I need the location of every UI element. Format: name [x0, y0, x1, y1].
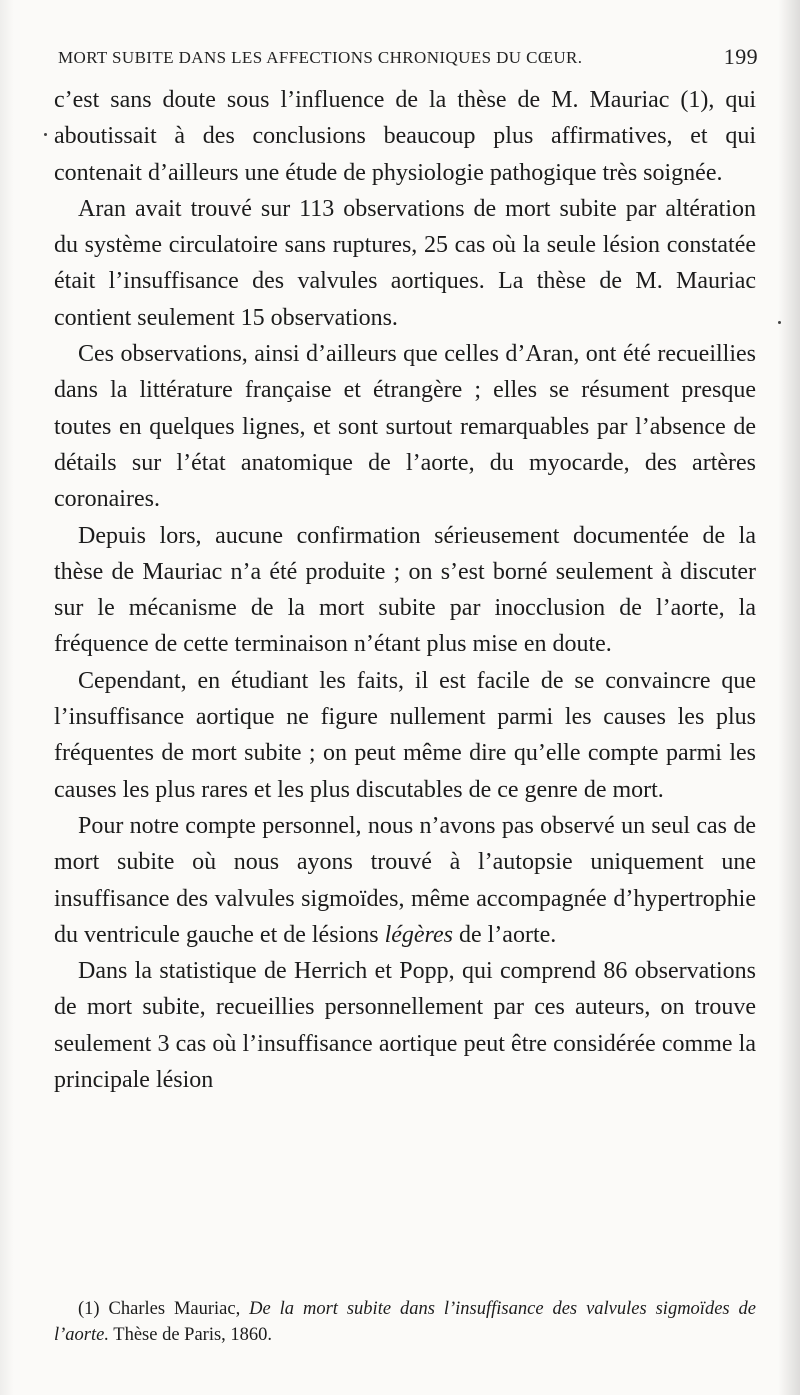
- footnote-author: Charles Mauriac,: [108, 1299, 241, 1319]
- body-text: [54, 82, 756, 1098]
- paragraph-6: [54, 808, 756, 953]
- page-number: 199: [723, 44, 758, 69]
- margin-speck: [44, 133, 47, 136]
- footnote: [54, 1296, 756, 1348]
- paragraph-2: Aran avait trouvé sur 113 observations de mort subite par altération du système circulatoire sans ruptures, 25 cas où la seule lésion constatée était l’insuffisance des valvules aortiques. La thèse de M. Mauriac contient seulement 15 observations.: [54, 195, 756, 331]
- paragraph-1-lead: c’est sans doute sous l’influence de la thèse de M. Mauriac: [54, 87, 681, 113]
- paragraph-1-tail: , qui aboutissait à des conclusions beaucoup plus affirmatives, et qui contenait d’ailleurs une étude de physiologie pathogique très soignée.: [54, 87, 756, 186]
- footnote-text: [54, 1296, 756, 1348]
- running-head: [58, 44, 758, 74]
- paragraph-1: [54, 82, 756, 191]
- footnote-title: De la mort subite dans l’insuffisance des valvules sigmoïdes de l’aorte.: [54, 1299, 757, 1345]
- footnote-marker: (1): [78, 1299, 100, 1319]
- footnote-rest: Thèse de Paris, 1860.: [113, 1325, 273, 1345]
- paragraph-5: Cependant, en étudiant les faits, il est facile de se convaincre que l’insuffisance aortique ne figure nullement parmi les causes les plus fréquentes de mort subite ; on peut même dire qu’elle compte parmi les causes les plus rares et les plus discutables de ce genre de mort.: [54, 667, 756, 803]
- paragraph-6-emphasis: légères: [384, 921, 453, 948]
- page-edge-shadow: [778, 0, 800, 1395]
- footnote-reference: (1): [680, 87, 709, 113]
- page-gutter-shadow: [0, 0, 14, 1395]
- paragraph-6-tail: de l’aorte.: [452, 921, 557, 948]
- paragraph-3: Ces observations, ainsi d’ailleurs que celles d’Aran, ont été recueillies dans la littérature française et étrangère ; elles se résument presque toutes en quelques lignes, et sont surtout remarquables par l’absence de détails sur l’état anatomique de l’aorte, du myocarde, des artères coronaires.: [54, 341, 756, 513]
- paragraph-4: Depuis lors, aucune confirmation sérieusement documentée de la thèse de Mauriac n’a été produite ; on s’est borné seulement à discuter sur le mécanisme de la mort subite par inocclusion de l’aorte, la fréquence de cette terminaison n’étant plus mise en doute.: [54, 522, 756, 658]
- margin-speck: [778, 321, 781, 324]
- paragraph-6-lead: Pour notre compte personnel, nous n’avons pas observé un seul cas de mort subite où nous ayons trouvé à l’autopsie uniquement une insuffisance des valvules sigmoïdes, même accompagnée d’hypertrophie du ventricule gauche et de lésions: [54, 812, 756, 948]
- running-title: MORT SUBITE DANS LES AFFECTIONS CHRONIQUES DU CŒUR.: [58, 48, 583, 67]
- paragraph-7: Dans la statistique de Herrich et Popp, qui comprend 86 observations de mort subite, recueillies personnellement par ces auteurs, on trouve seulement 3 cas où l’insuffisance aortique peut être considérée comme la principale lésion: [54, 958, 756, 1094]
